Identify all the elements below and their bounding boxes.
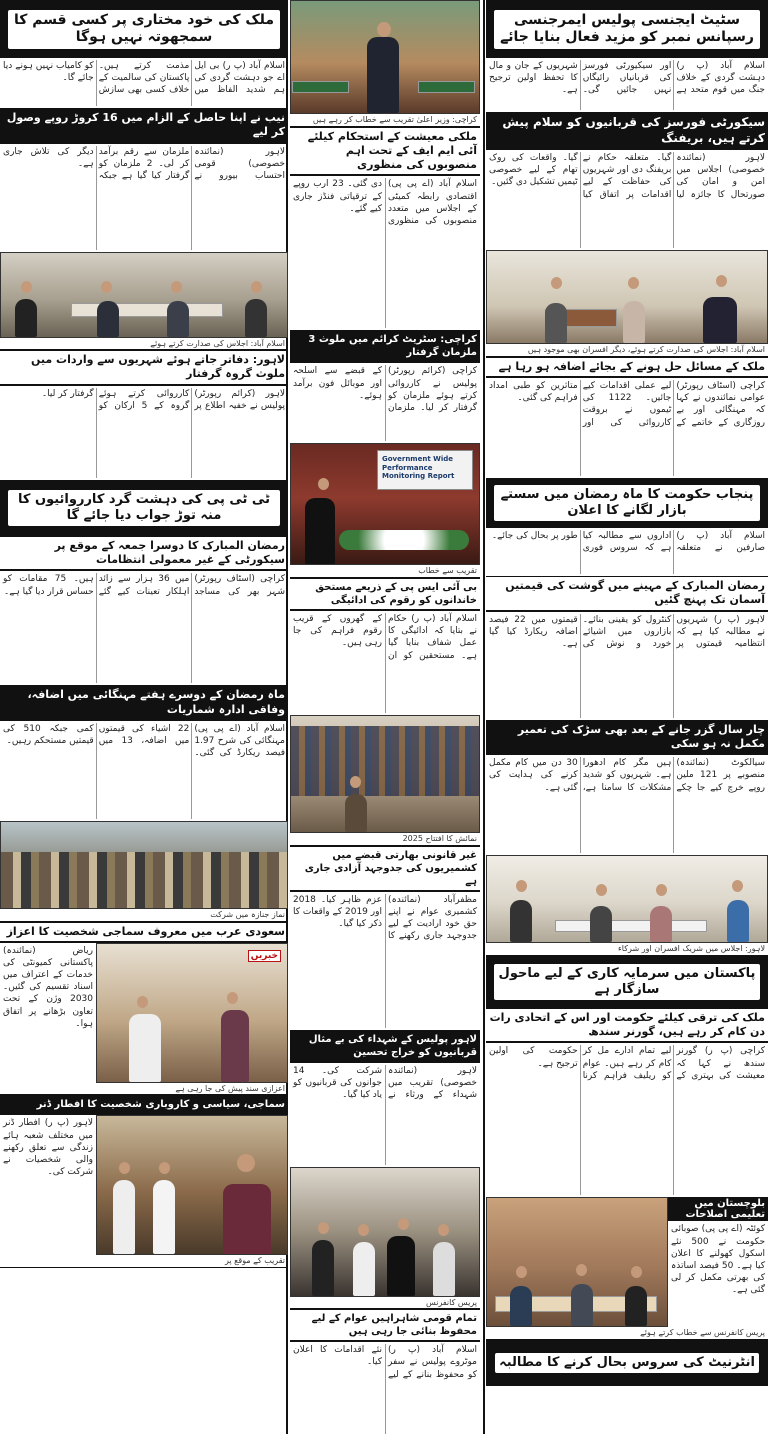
- column-rule-right: [483, 0, 485, 1434]
- middle-photo2-caption: تقریب سے خطاب: [290, 565, 480, 578]
- report-sign: [377, 450, 473, 490]
- right-story7: [668, 1197, 768, 1327]
- left-story7-text: لاہور (پ ر) افطار ڈنر میں مختلف شعبہ ہائے زندگی سے تعلق رکھنے والی شخصیات نے شرکت کی۔: [3, 1118, 93, 1178]
- middle-story6-headline: تمام قومی شاہراہیں عوام کے لیے محفوظ بنائی جا رہی ہیں: [290, 1309, 480, 1342]
- report-sign-line1: Government Wide: [382, 455, 453, 464]
- right-story5-text: سیالکوٹ (نمائندہ) منصوبے پر 121 ملین روپے خرچ کیے جا چکے ہیں مگر کام ادھورا ہے۔ شہریوں کو شدید مشکلات کا سامنا ہے، 30 دن میں کام مکمل کرنے کی ہدایت کی گئی ہے۔: [489, 758, 765, 793]
- middle-photo4: [290, 1167, 480, 1297]
- left-story2-headline: نیب نے اپنا حاصل کے الزام میں 16 کروڑ روپے وصول کر لیے: [0, 108, 288, 144]
- left-photo3-caption: اعزازی سند پیش کی جا رہی ہے: [0, 1083, 288, 1096]
- left-photo3: [96, 943, 288, 1083]
- right-story7-headline: بلوچستان میں تعلیمی اصلاحات: [668, 1197, 768, 1221]
- left-story3-text: لاہور (کرائم رپورٹر) پولیس نے خفیہ اطلاع پر کارروائی کرتے ہوئے گروہ کے 5 ارکان کو گرفتار کر لیا۔: [41, 388, 285, 411]
- right-story3-headline: ملک کے مسائل حل ہونے کے بجائے اضافہ ہو رہا ہے: [486, 357, 768, 378]
- right-story5-headline: چار سال گزر جانے کے بعد بھی سڑک کی تعمیر مکمل نہ ہو سکی: [486, 720, 768, 756]
- middle-photo2: [290, 443, 480, 565]
- right-top-banner: سٹیٹ ایجنسی پولیس ایمرجنسی رسپانس نمبر کو مزید فعال بنایا جائے: [486, 0, 768, 58]
- left-story2-text: لاہور (نمائندہ خصوصی) قومی احتساب بیورو نے ملزمان سے رقم برآمد کر لی۔ 2 ملزمان کو گرفتار کیا گیا ہے جبکہ دیگر کی تلاش جاری ہے۔: [3, 146, 285, 181]
- middle-column: [290, 0, 480, 1434]
- middle-story4-text: مظفرآباد (نمائندہ) کشمیری عوام نے اپنے حق خود ارادیت کے لیے جدوجہد جاری رکھنے کا عزم ظاہر کیا۔ 2018 اور 2019 کے واقعات کا ذکر کیا گیا۔: [293, 894, 477, 942]
- left-story4-headline: رمضان المبارک کا دوسرا جمعہ کے موقع پر سیکورٹی کے غیر معمولی انتظامات: [0, 536, 288, 572]
- right-photo2: [486, 855, 768, 943]
- left-photo2-caption: نماز جنازہ میں شرکت: [0, 909, 288, 922]
- right-story2-headline: سیکورٹی فورسز کی قربانیوں کو سلام پیش کرتے ہیں، بریفنگ: [486, 112, 768, 150]
- middle-photo1-caption: کراچی: وزیر اعلیٰ تقریب سے خطاب کر رہے ہیں: [290, 114, 480, 127]
- flower-decoration: [339, 530, 469, 550]
- left-story1-text: اسلام آباد (پ ر) بی ایل اے جو دہشت گردی کی ہم شدید الفاظ میں مذمت کرتے ہیں۔ پاکستان کی سالمیت کے خلاف کسی بھی سازش کو کامیاب نہیں ہونے دیا جائے گا۔: [3, 61, 285, 96]
- newspaper-logo: خبریں: [248, 950, 281, 962]
- left-story4-text: کراچی (اسٹاف رپورٹر) شہر بھر کی مساجد میں 36 ہزار سے زائد اہلکار تعینات کیے گئے ہیں۔ 75 مقامات کو حساس قرار دیا گیا ہے۔: [3, 574, 285, 597]
- right-story7-text: کوئٹہ (اے پی پی) صوبائی حکومت نے 500 نئے اسکول کھولنے کا اعلان کیا ہے۔ 50 فیصد اساتذہ کی بھرتی مکمل کر لی گئی ہے۔: [671, 1224, 766, 1296]
- middle-story5-headline: لاہور پولیس کے شہداء کی بے مثال قربانیوں کو خراج تحسین: [290, 1030, 480, 1063]
- left-photo1-caption: اسلام آباد: اجلاس کی صدارت کرتے ہوئے: [0, 338, 288, 351]
- middle-photo1: [290, 0, 480, 114]
- left-photo4: [96, 1115, 288, 1255]
- right-banner4: انٹرنیٹ کی سروس بحال کرنے کا مطالبہ: [486, 1340, 768, 1386]
- left-photo2: [0, 821, 288, 909]
- right-banner3: پاکستان میں سرمایہ کاری کے لیے ماحول سازگار ہے: [486, 956, 768, 1008]
- left-story6-text: ریاض (نمائندہ) پاکستانی کمیونٹی کی خدمات کے اعتراف میں اسناد تقسیم کی گئیں۔ 2030 وژن کے تحت تعاون بڑھانے پر اتفاق ہوا۔: [3, 945, 93, 1029]
- left-story3-headline: لاہور: دفاتر جاتے ہوئے شہریوں سے واردات میں ملوث گروہ گرفتار: [0, 350, 288, 386]
- middle-story1-headline: ملکی معیشت کے استحکام کیلئے آئی ایم ایف کے تحت اہم منصوبوں کی منظوری: [290, 127, 480, 177]
- left-top-banner: ملک کی خود مختاری پر کسی قسم کا سمجھوتہ نہیں ہوگا: [0, 0, 288, 58]
- right-story4-text: لاہور (پ ر) شہریوں نے مطالبہ کیا ہے کہ انتظامیہ قیمتوں پر کنٹرول کو یقینی بنائے۔ بازاروں میں اشیائے خورد و نوش کی قیمتوں میں 22 فیصد اضافہ ریکارڈ کیا گیا ہے۔: [489, 614, 765, 649]
- middle-story3-headline: بی آئی ایس پی کے ذریعے مستحق خاندانوں کو رقوم کی ادائیگی: [290, 578, 480, 611]
- right-story6-headline: ملک کی ترقی کیلئے حکومت اور اس کے اتحادی رات دن کام کر رہے ہیں، گورنر سندھ: [486, 1008, 768, 1044]
- left-story6-headline: سعودی عرب میں معروف سماجی شخصیت کا اعزاز: [0, 922, 288, 943]
- left-story5-headline: ماہ رمضان کے دوسرے ہفتے مہنگائی میں اضافہ، وفاقی ادارہ شماریات: [0, 685, 288, 721]
- left-photo4-caption: تقریب کے موقع پر: [0, 1255, 288, 1268]
- right-story1-text: اسلام آباد (پ ر) دہشت گردی کے خلاف جنگ میں قوم متحد ہے اور سیکیورٹی فورسز کی قربانیاں رائیگاں نہیں جائیں گی۔ شہریوں کے جان و مال کا تحفظ اولین ترجیح ہے۔: [489, 61, 765, 96]
- right-photo3-caption: پریس کانفرنس سے خطاب کرتے ہوئے: [486, 1327, 768, 1340]
- middle-story3-text: اسلام آباد (پ ر) حکام نے بتایا کہ ادائیگی کا عمل شفاف بنایا گیا ہے۔ مستحقین کو ان کے گھروں کے قریب رقوم فراہم کی جا رہی ہیں۔: [293, 614, 477, 661]
- right-photo2-caption: لاہور: اجلاس میں شریک افسران اور شرکاء: [486, 943, 768, 956]
- left-story7-headline: سماجی، سیاسی و کاروباری شخصیت کا افطار ڈنر: [0, 1095, 288, 1115]
- middle-story5-text: لاہور (نمائندہ خصوصی) تقریب میں شہداء کے ورثاء نے شرکت کی۔ 14 جوانوں کی قربانیوں کو یاد کیا گیا۔: [293, 1065, 477, 1100]
- report-sign-line2: Performance Monitoring Report: [382, 463, 455, 481]
- middle-story4-headline: غیر قانونی بھارتی قبضے میں کشمیریوں کی جدوجہد آزادی جاری ہے: [290, 846, 480, 892]
- left-banner2: ٹی ٹی پی کی دہشت گرد کارروائیوں کا منہ توڑ جواب دیا جائے گا: [0, 480, 288, 536]
- middle-photo3: [290, 715, 480, 833]
- right-story4-headline: رمضان المبارک کے مہینے میں گوشت کی قیمتیں آسمان تک پہنچ گئیں: [486, 576, 768, 612]
- middle-story2-text: کراچی (کرائم رپورٹر) پولیس نے کارروائی کرتے ہوئے ملزمان کو گرفتار کر لیا۔ ملزمان کے قبضے سے اسلحہ اور موبائل فون برآمد ہوئے۔: [293, 366, 477, 413]
- right-story2-text: لاہور (نمائندہ خصوصی) اجلاس میں امن و امان کی صورتحال کا جائزہ لیا گیا۔ متعلقہ حکام نے بریفنگ دی اور شہریوں کی حفاظت کے لیے اقدامات پر اتفاق کیا گیا۔ واقعات کی روک تھام کے لیے خصوصی ٹیمیں تشکیل دی گئیں۔: [489, 153, 765, 200]
- middle-story2-headline: کراچی: سٹریٹ کرائم میں ملوث 3 ملزمان گرفتار: [290, 330, 480, 363]
- middle-story1-text: اسلام آباد (اے پی پی) اقتصادی رابطہ کمیٹی کے اجلاس میں متعدد منصوبوں کی منظوری دی گئی۔ 23 ارب روپے کے ترقیاتی فنڈز جاری کیے گئے۔: [293, 179, 477, 226]
- right-story6-text: کراچی (پ ر) گورنر سندھ نے کہا کہ معیشت کی بہتری کے لیے تمام ادارے مل کر کام کر رہے ہیں۔ عوام کو ریلیف فراہم کرنا حکومت کی اولین ترجیح ہے۔: [489, 1046, 765, 1081]
- right-photo1: [486, 250, 768, 344]
- left-column: [0, 0, 288, 1434]
- middle-photo3-caption: نمائش کا افتتاح 2025: [290, 833, 480, 846]
- right-column: [486, 0, 768, 1434]
- middle-photo4-caption: پریس کانفرنس: [290, 1297, 480, 1310]
- left-story5-text: اسلام آباد (اے پی پی) مہنگائی کی شرح 1.97 فیصد ریکارڈ کی گئی۔ 22 اشیاء کی قیمتوں میں اضافہ، 13 میں کمی جبکہ 510 کی قیمتیں مستحکم رہیں۔: [3, 723, 285, 759]
- right-banner2: پنجاب حکومت کا ماہ رمضان میں سستے بازار لگانے کا اعلان: [486, 478, 768, 528]
- right-story3-text: کراچی (اسٹاف رپورٹر) عوامی نمائندوں نے کہا کہ مہنگائی اور بے روزگاری کے خاتمے کے لیے عملی اقدامات کیے جائیں۔ 1122 کی ٹیموں نے بروقت کارروائی کی اور متاثرین کو طبی امداد فراہم کی گئی۔: [489, 381, 765, 428]
- right-photo1-caption: اسلام آباد: اجلاس کی صدارت کرتے ہوئے، دیگر افسران بھی موجود ہیں: [486, 344, 768, 357]
- right-banner2-text: اسلام آباد (پ ر) صارفین نے متعلقہ اداروں سے مطالبہ کیا ہے کہ سروس فوری طور پر بحال کی جائے۔: [491, 531, 765, 554]
- middle-story6-text: اسلام آباد (پ ر) موٹروے پولیس نے سفر کو محفوظ بنانے کے لیے نئے اقدامات کا اعلان کیا۔: [293, 1345, 477, 1380]
- left-photo1: [0, 252, 288, 338]
- right-photo3: [486, 1197, 668, 1327]
